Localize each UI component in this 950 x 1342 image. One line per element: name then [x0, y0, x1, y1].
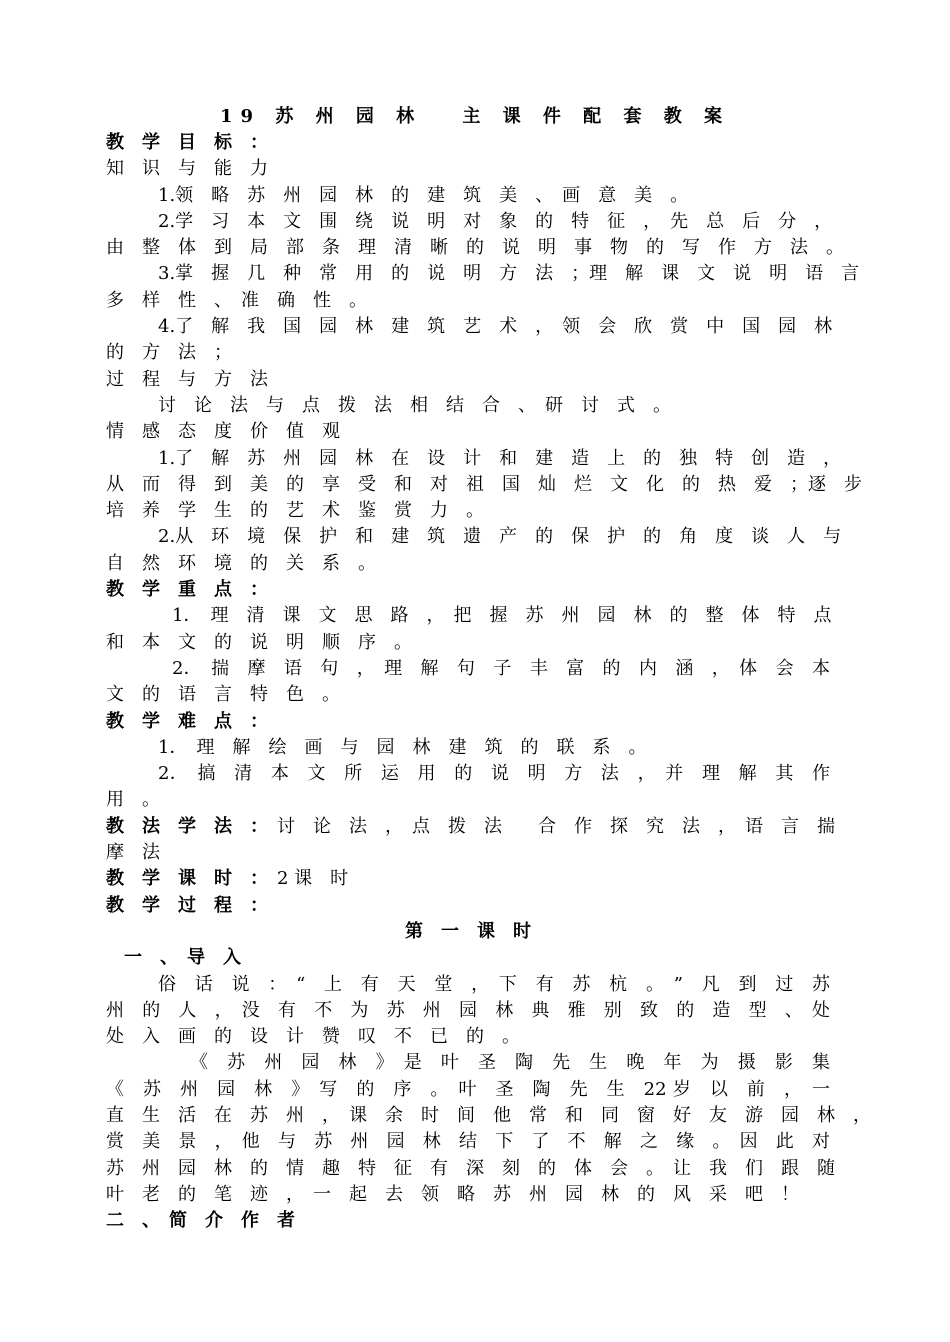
text-line: 2． 揣 摩 语 句 ， 理 解 句 子 丰 富 的 内 涵 ， 体 会 本 [172, 657, 830, 679]
text-line: 《 苏 州 园 林 》 写 的 序 。 叶 圣 陶 先 生 22 岁 以 前 ， 一 [106, 1078, 830, 1100]
section-heading: 一 、 导 入 [124, 947, 241, 969]
document-title: 19 苏 州 园 林 主 课 件 配 套 教 案 [220, 106, 730, 127]
text-line: 培 养 学 生 的 艺 术 鉴 赏 力 。 [106, 500, 484, 522]
field-label: 教 学 课 时 ： [106, 868, 259, 890]
text-line: 多 样 性 、 准 确 性 。 [106, 289, 367, 311]
text-line: 摩 法 [106, 842, 160, 864]
text-line [106, 814, 835, 840]
field-label: 教 法 学 法 ： [106, 815, 259, 837]
text-line: 俗 话 说 ： “ 上 有 天 堂 ， 下 有 苏 杭 。 ” 凡 到 过 苏 [158, 973, 830, 995]
text-line: 讨 论 法 与 点 拨 法 相 结 合 、 研 讨 式 。 [158, 394, 671, 416]
text-line [106, 866, 830, 892]
text-line: 2． 搞 清 本 文 所 运 用 的 说 明 方 法 ， 并 理 解 其 作 [158, 763, 830, 785]
text-line: 1． 理 清 课 文 思 路 ， 把 握 苏 州 园 林 的 整 体 特 点 [172, 605, 832, 627]
text-line: 4.了 解 我 国 园 林 建 筑 艺 术 ， 领 会 欣 赏 中 国 园 林 [158, 316, 833, 338]
text-line: 文 的 语 言 特 色 。 [106, 684, 340, 706]
text-line: 的 方 法 ； [106, 342, 232, 364]
section-heading: 二 、 简 介 作 者 [106, 1210, 295, 1232]
section-heading: 教 学 重 点 ： [106, 579, 268, 601]
text-line: 2.从 环 境 保 护 和 建 筑 遗 产 的 保 护 的 角 度 谈 人 与 [158, 526, 842, 548]
text-line: 1.领 略 苏 州 园 林 的 建 筑 美 、 画 意 美 。 [158, 184, 689, 206]
text-line: 过 程 与 方 法 [106, 368, 268, 390]
text-line: 情 感 态 度 价 值 观 [106, 421, 340, 443]
text-line: 处 入 画 的 设 计 赞 叹 不 已 的 。 [106, 1026, 520, 1048]
text-line: 知 识 与 能 力 [106, 158, 268, 180]
text-line: 1． 理 解 绘 画 与 园 林 建 筑 的 联 系 。 [158, 736, 647, 758]
text-line: 1.了 解 苏 州 园 林 在 设 计 和 建 造 上 的 独 特 创 造 ， [158, 447, 842, 469]
text-line: 《 苏 州 园 林 》 是 叶 圣 陶 先 生 晚 年 为 摄 影 集 [190, 1052, 830, 1074]
document-body [106, 130, 871, 1234]
field-value: 2 课 时 [259, 868, 349, 890]
text-line: 由 整 体 到 局 部 条 理 清 晰 的 说 明 事 物 的 写 作 方 法 。 [106, 237, 844, 259]
text-line: 自 然 环 境 的 关 系 。 [106, 552, 376, 574]
section-heading: 教 学 难 点 ： [106, 710, 268, 732]
section-heading: 第 一 课 时 [405, 920, 531, 942]
text-line: 州 的 人 ， 没 有 不 为 苏 州 园 林 典 雅 别 致 的 造 型 、 处 [106, 999, 830, 1021]
text-line: 3.掌 握 几 种 常 用 的 说 明 方 法 ；理 解 课 文 说 明 语 言 [158, 263, 860, 285]
text-line: 从 而 得 到 美 的 享 受 和 对 祖 国 灿 烂 文 化 的 热 爱 ；逐 步 [106, 473, 862, 495]
text-line: 直 生 活 在 苏 州 ， 课 余 时 间 他 常 和 同 窗 好 友 游 园 林 ， [106, 1104, 871, 1126]
text-line: 苏 州 园 林 的 情 趣 特 征 有 深 刻 的 体 会 。 让 我 们 跟 随 [106, 1157, 835, 1179]
text-line: 赏 美 景 ， 他 与 苏 州 园 林 结 下 了 不 解 之 缘 。 因 此 对 [106, 1131, 830, 1153]
section-heading: 教 学 过 程 ： [106, 894, 268, 916]
text-line: 和 本 文 的 说 明 顺 序 。 [106, 631, 412, 653]
text-line: 2.学 习 本 文 围 绕 说 明 对 象 的 特 征 ， 先 总 后 分 ， [158, 210, 833, 232]
section-heading: 教 学 目 标 ： [106, 132, 268, 153]
text-line: 叶 老 的 笔 迹 ， 一 起 去 领 略 苏 州 园 林 的 风 采 吧 ！ [106, 1183, 799, 1205]
field-value: 讨 论 法 ， 点 拨 法 合 作 探 究 法 ， 语 言 揣 [259, 815, 835, 837]
text-line: 用 。 [106, 789, 160, 811]
